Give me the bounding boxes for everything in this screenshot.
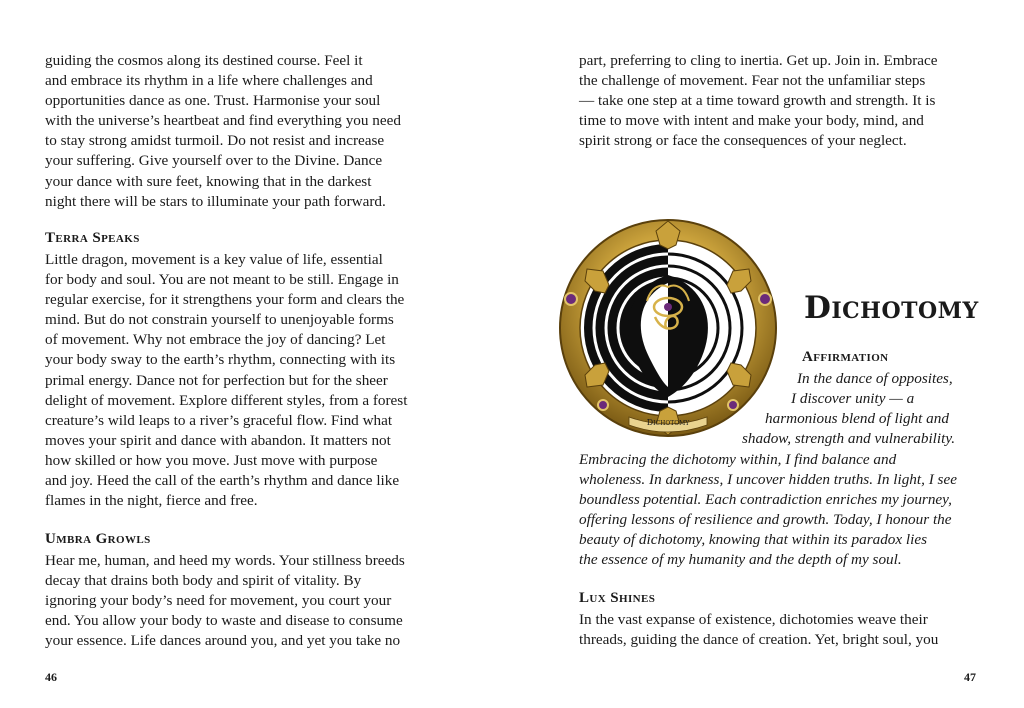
- text-line: Hear me, human, and heed my words. Your stillness breeds: [45, 552, 405, 569]
- terra-paragraph: [45, 250, 407, 511]
- text-line: to stay strong amidst turmoil. Do not resist and increase: [45, 132, 385, 150]
- text-line: your dance with sure feet, knowing that in the darkest: [45, 172, 372, 190]
- text-line: guiding the cosmos along its destined course. Feel it: [45, 52, 363, 69]
- text-line: for body and soul. You are not meant to be still. Engage in: [45, 271, 399, 289]
- lux-paragraph: [579, 610, 938, 650]
- page-number-left: 46: [45, 670, 57, 684]
- lux-heading: Lux Shines: [579, 590, 656, 606]
- text-line: In the vast expanse of existence, dichotomies weave their: [579, 611, 928, 628]
- text-line: night there will be stars to illuminate your path forward.: [45, 192, 386, 210]
- affirmation-line: boundless potential. Each contradiction enriches my journey,: [579, 491, 952, 508]
- text-line: and embrace its rhythm in a life where challenges and: [45, 72, 373, 90]
- affirmation-line: offering lessons of resilience and growth. Today, I honour the: [579, 511, 952, 528]
- affirmation-line: In the dance of opposites,: [797, 370, 953, 387]
- text-line: end. You allow your body to waste and disease to consume: [45, 612, 403, 630]
- text-line: with the universe’s heartbeat and find everything you need: [45, 112, 401, 130]
- affirmation-line: the essence of my humanity and the depth of my soul.: [579, 551, 902, 568]
- text-line: Little dragon, movement is a key value of life, essential: [45, 251, 383, 268]
- text-line: how skilled or how you move. Just move with purpose: [45, 451, 378, 469]
- umbra-paragraph: [45, 551, 405, 651]
- text-line: part, preferring to cling to inertia. Get up. Join in. Embrace: [579, 52, 938, 69]
- affirmation-line: wholeness. In darkness, I uncover hidden truths. In light, I see: [579, 471, 957, 488]
- affirmation-line: I discover unity — a: [791, 390, 915, 407]
- text-line: spirit strong or face the consequences of your neglect.: [579, 132, 907, 150]
- text-line: creature’s wild leaps to a river’s graceful flow. Find what: [45, 411, 393, 429]
- affirmation-line: harmonious blend of light and: [765, 410, 949, 427]
- umbra-heading: Umbra Growls: [45, 531, 151, 547]
- terra-heading: Terra Speaks: [45, 230, 140, 246]
- text-line: threads, guiding the dance of creation. Yet, bright soul, you: [579, 631, 939, 649]
- text-line: mind. But do not constrain yourself to unenjoyable forms: [45, 311, 394, 329]
- text-line: ignoring your body’s need for movement, you court your: [45, 592, 392, 610]
- text-line: decay that drains both body and spirit of vitality. By: [45, 572, 362, 590]
- text-line: — take one step at a time toward growth and strength. It is: [579, 92, 936, 110]
- text-line: the challenge of movement. Fear not the unfamiliar steps: [579, 72, 926, 90]
- affirmation-line: shadow, strength and vulnerability.: [742, 430, 956, 447]
- card-title: Dichotomy: [804, 290, 979, 326]
- text-line: and joy. Heed the call of the earth’s rhythm and dance like: [45, 472, 400, 490]
- affirmation-heading: Affirmation: [802, 349, 889, 365]
- affirmation-line: beauty of dichotomy, knowing that within its paradox lies: [579, 531, 928, 548]
- text-line: your suffering. Give yourself over to the Divine. Dance: [45, 152, 383, 170]
- text-line: your body sway to the earth’s rhythm, connecting with its: [45, 351, 396, 369]
- text-line: opportunities dance as one. Trust. Harmonise your soul: [45, 92, 381, 110]
- right-intro-paragraph: [579, 51, 937, 151]
- text-line: your essence. Life dances around you, and yet you take no: [45, 632, 401, 650]
- emblem-label: Dichotomy: [646, 418, 690, 427]
- left-intro-paragraph: [45, 51, 401, 212]
- affirmation-line: Embracing the dichotomy within, I find balance and: [579, 451, 897, 468]
- text-line: regular exercise, for it strengthens your form and clears the: [45, 291, 405, 309]
- text-line: time to move with intent and make your body, mind, and: [579, 112, 924, 130]
- text-line: of movement. Why not embrace the joy of dancing? Let: [45, 331, 386, 349]
- dichotomy-emblem: [557, 217, 779, 439]
- text-line: primal energy. Dance not for perfection but for the sheer: [45, 371, 388, 389]
- text-line: flames in the night, fierce and free.: [45, 492, 258, 510]
- page-number-right: 47: [964, 670, 976, 684]
- text-line: delight of movement. Explore different styles, from a forest: [45, 391, 408, 409]
- text-line: moves your spirit and dance with abandon. It matters not: [45, 431, 391, 449]
